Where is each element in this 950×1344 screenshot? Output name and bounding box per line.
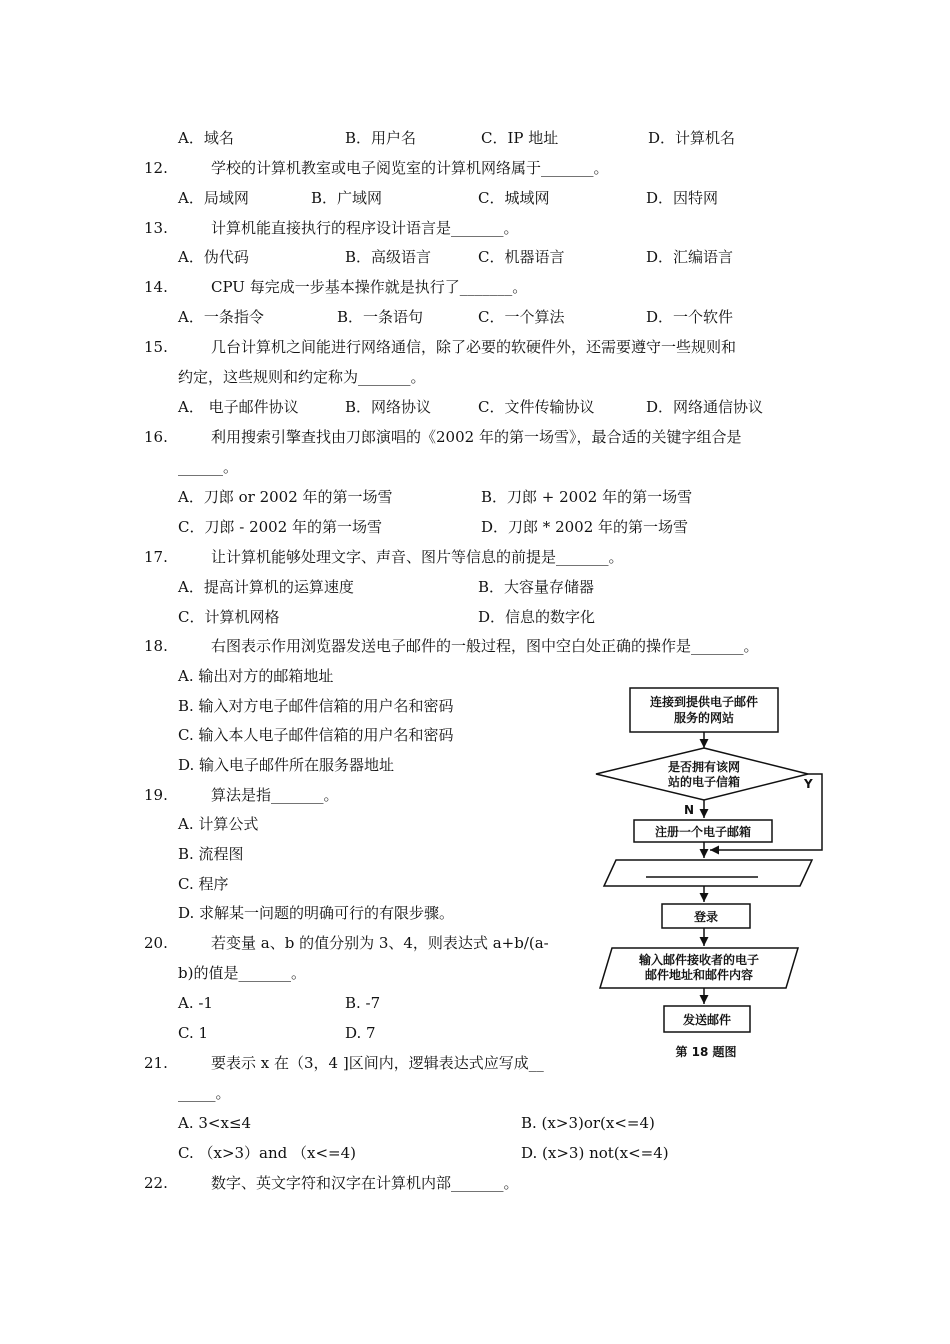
flow-decision-line2: 站的电子信箱 xyxy=(667,775,741,789)
q14-option-b: B．一条语句 xyxy=(337,308,424,326)
q21-option-c: C. （x>3）and （x<=4) xyxy=(178,1144,357,1162)
q20-option-d: D. 7 xyxy=(345,1024,376,1042)
q15-text-line1: 几台计算机之间能进行网络通信，除了必要的软硬件外，还需要遵守一些规则和 xyxy=(211,338,737,356)
q17-option-a: A．提高计算机的运算速度 xyxy=(178,578,354,596)
q13-option-c: C．机器语言 xyxy=(478,248,565,266)
q20-text-line2: b)的值是_______。 xyxy=(178,964,306,982)
q21-option-d: D. (x>3) not(x<=4) xyxy=(521,1144,669,1162)
flow-input-line1: 输入邮件接收者的电子 xyxy=(638,953,760,967)
q15-option-d: D．网络通信协议 xyxy=(646,398,764,416)
q21-option-a: A. 3<x≤4 xyxy=(178,1114,252,1132)
q18-option-c: C. 输入本人电子邮件信箱的用户名和密码 xyxy=(178,726,454,744)
q14-option-c: C．一个算法 xyxy=(478,308,565,326)
q19-number: 19. xyxy=(144,786,168,804)
q13-option-a: A．伪代码 xyxy=(178,248,249,266)
q13-number: 13. xyxy=(144,219,168,237)
q11-option-c: C．IP 地址 xyxy=(481,129,559,147)
q20-number: 20. xyxy=(144,934,168,952)
q18-number: 18. xyxy=(144,637,168,655)
q13-option-d: D．汇编语言 xyxy=(646,248,734,266)
q18-option-b: B. 输入对方电子邮件信箱的用户名和密码 xyxy=(178,697,454,715)
q11-option-d: D．计算机名 xyxy=(648,129,736,147)
flow-box1-line2: 服务的网站 xyxy=(673,711,735,725)
q12-option-a: A．局域网 xyxy=(178,189,249,207)
q17-text: 让计算机能够处理文字、声音、图片等信息的前提是_______。 xyxy=(211,548,624,566)
q14-option-d: D．一个软件 xyxy=(646,308,734,326)
flow-yes-label: Y xyxy=(804,777,813,791)
q20-option-a: A. -1 xyxy=(178,994,213,1012)
q21-option-b: B. (x>3)or(x<=4) xyxy=(521,1114,655,1132)
flow-send-text: 发送邮件 xyxy=(682,1013,732,1027)
q19-text: 算法是指_______。 xyxy=(211,786,339,804)
q14-text: CPU 每完成一步基本操作就是执行了_______。 xyxy=(211,278,528,296)
q21-text-line2: _____。 xyxy=(178,1084,231,1102)
q15-text-line2: 约定，这些规则和约定称为_______。 xyxy=(178,368,426,386)
q12-option-c: C．城域网 xyxy=(478,189,550,207)
q12-number: 12. xyxy=(144,159,168,177)
q19-option-d: D. 求解某一问题的明确可行的有限步骤。 xyxy=(178,904,455,922)
q21-text-line1: 要表示 x 在（3，4 ]区间内，逻辑表达式应写成__ xyxy=(211,1054,544,1072)
q18-option-a: A. 输出对方的邮箱地址 xyxy=(178,667,334,685)
q14-option-a: A．一条指令 xyxy=(178,308,264,326)
q20-option-c: C. 1 xyxy=(178,1024,209,1042)
q11-option-a: A．域名 xyxy=(178,129,234,147)
q15-option-a: A． 电子邮件协议 xyxy=(178,398,299,416)
q16-option-c: C．刀郎 - 2002 年的第一场雪 xyxy=(178,518,383,536)
flow-decision-has-mailbox xyxy=(596,748,808,800)
flow-no-label: N xyxy=(684,803,695,817)
q16-text-line1: 利用搜索引擎查找由刀郎演唱的《2002 年的第一场雪》，最合适的关键字组合是 xyxy=(211,428,742,446)
q22-text: 数字、英文字符和汉字在计算机内部_______。 xyxy=(211,1174,519,1192)
q17-option-c: C．计算机网格 xyxy=(178,608,280,626)
q16-number: 16. xyxy=(144,428,168,446)
q12-text: 学校的计算机教室或电子阅览室的计算机网络属于_______。 xyxy=(211,159,609,177)
q16-text-line2: ______。 xyxy=(178,458,239,476)
q18-text: 右图表示作用浏览器发送电子邮件的一般过程，图中空白处正确的操作是_______。 xyxy=(211,637,759,655)
q15-option-b: B．网络协议 xyxy=(345,398,432,416)
flow-caption: 第 18 题图 xyxy=(675,1045,737,1059)
q16-option-d: D．刀郎 * 2002 年的第一场雪 xyxy=(481,518,689,536)
flow-blank-step xyxy=(604,860,812,886)
q17-number: 17. xyxy=(144,548,168,566)
q16-option-b: B．刀郎 + 2002 年的第一场雪 xyxy=(481,488,693,506)
q19-option-c: C. 程序 xyxy=(178,875,229,893)
q20-option-b: B. -7 xyxy=(345,994,381,1012)
q22-number: 22. xyxy=(144,1174,168,1192)
flow-login-text: 登录 xyxy=(693,910,719,924)
q14-number: 14. xyxy=(144,278,168,296)
flow-decision-line1: 是否拥有该网 xyxy=(667,760,741,774)
flow-box1-line1: 连接到提供电子邮件 xyxy=(649,695,759,709)
q21-number: 21. xyxy=(144,1054,168,1072)
q11-option-b: B．用户名 xyxy=(345,129,417,147)
q15-option-c: C．文件传输协议 xyxy=(478,398,595,416)
q18-option-d: D. 输入电子邮件所在服务器地址 xyxy=(178,756,395,774)
flow-box2-text: 注册一个电子邮箱 xyxy=(654,825,752,839)
q12-option-d: D．因特网 xyxy=(646,189,719,207)
q13-text: 计算机能直接执行的程序设计语言是_______。 xyxy=(211,219,519,237)
q19-option-b: B. 流程图 xyxy=(178,845,244,863)
q12-option-b: B．广域网 xyxy=(311,189,383,207)
flow-input-line2: 邮件地址和邮件内容 xyxy=(644,968,754,982)
q13-option-b: B．高级语言 xyxy=(345,248,432,266)
q19-option-a: A. 计算公式 xyxy=(178,815,259,833)
q17-option-b: B．大容量存储器 xyxy=(478,578,595,596)
q16-option-a: A．刀郎 or 2002 年的第一场雪 xyxy=(178,488,393,506)
q15-number: 15. xyxy=(144,338,168,356)
q17-option-d: D．信息的数字化 xyxy=(478,608,596,626)
q18-flowchart xyxy=(590,680,830,1070)
q20-text-line1: 若变量 a、b 的值分别为 3、4，则表达式 a+b/(a- xyxy=(211,934,549,952)
